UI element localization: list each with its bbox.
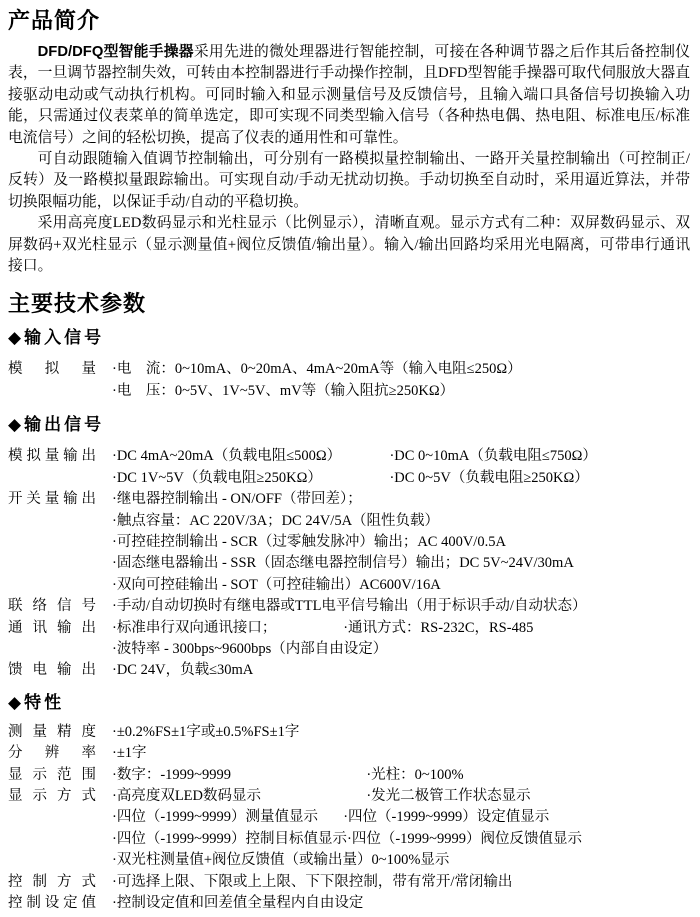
spec-line — [112, 511, 690, 532]
spec-value: ·数字：-1999~9999 — [112, 766, 232, 783]
spec-label: 控制方式 — [8, 873, 96, 890]
spec-value: ·四位（-1999~9999）测量值显示 — [112, 809, 319, 826]
spec-value: ·DC 0~10mA（负载电阻≤750Ω） — [389, 448, 597, 465]
spec-value: ·继电器控制输出 - ON/OFF（带回差）； — [112, 491, 362, 508]
spec-line — [112, 639, 690, 660]
specs-title: 主要技术参数 — [8, 291, 147, 317]
spec-content — [112, 618, 690, 661]
spec-label: 模拟量 — [8, 361, 96, 378]
intro-paragraph-3: 采用高亮度LED数码显示和光柱显示（比例显示），清晰直观。显示方式有二种：双屏数码显示、双屏数码+双光柱显示（显示测量值+阀位反馈值/输出量）。输入/输出回路均采用光电隔离，可带串行通讯接口。 — [8, 215, 690, 275]
spec-row-control-setpoint — [8, 893, 690, 914]
spec-row-accuracy — [8, 722, 690, 743]
spec-line — [112, 872, 690, 893]
spec-line — [112, 743, 690, 764]
section-heading-input-signals: ◆输入信号 — [8, 328, 105, 348]
spec-line — [112, 850, 690, 871]
spec-value: ·双光柱测量值+阀位反馈值（或输出量）0~100%显示 — [112, 852, 450, 869]
spec-content — [112, 765, 690, 786]
spec-line — [112, 829, 690, 850]
spec-content — [112, 489, 690, 596]
spec-value: ·四位（-1999~9999）设定值显示 — [343, 809, 550, 826]
spec-line — [112, 807, 690, 828]
spec-value: ·手动/自动切换时有继电器或TTL电平信号输出（用于标识手动/自动状态） — [112, 598, 587, 615]
spec-content — [112, 596, 690, 617]
spec-value: ·可控硅控制输出 - SCR（过零触发脉冲）输出；AC 400V/0.5A — [112, 533, 506, 550]
spec-line — [112, 596, 690, 617]
spec-row-resolution — [8, 743, 690, 764]
spec-row-control-mode — [8, 872, 690, 893]
spec-row-display-mode — [8, 786, 690, 872]
spec-line — [112, 489, 690, 510]
intro-paragraph-2: 可自动跟随输入值调节控制输出，可分别有一路模拟量控制输出、一路开关量控制输出（可控制正/反转）及一路模拟量跟踪输出。可实现自动/手动无扰动切换。手动切换至自动时，采用逼近算法，并带切换限幅功能，以保证手动/自动的平稳切换。 — [8, 151, 690, 210]
spec-line — [112, 446, 690, 467]
spec-value: ·可选择上限、下限或上上限、下下限控制，带有常开/常闭输出 — [112, 873, 513, 890]
spec-value: ·触点容量：AC 220V/3A；DC 24V/5A（阻性负载） — [112, 512, 440, 529]
spec-label: 开关量输出 — [8, 491, 96, 508]
spec-line — [112, 893, 690, 914]
spec-value: ·发光二极管工作状态显示 — [366, 787, 531, 804]
spec-line — [112, 468, 690, 489]
spec-value: ·通讯方式：RS-232C，RS-485 — [343, 619, 534, 636]
spec-row-feed-output — [8, 660, 690, 681]
spec-content — [112, 743, 690, 764]
spec-content — [112, 786, 690, 872]
spec-line — [112, 532, 690, 553]
spec-label: 模拟量输出 — [8, 448, 96, 465]
spec-label: 馈电输出 — [8, 662, 96, 679]
spec-line — [112, 618, 690, 639]
spec-value: ·电 压：0~5V、1V~5V、mV等（输入阻抗≥250KΩ） — [112, 382, 455, 399]
spec-content — [112, 446, 690, 489]
spec-value: ·±1字 — [112, 745, 147, 762]
spec-content — [112, 893, 690, 914]
spec-value: ·固态继电器输出 - SSR（固态继电器控制信号）输出；DC 5V~24V/30mA — [112, 555, 574, 572]
spec-value: ·DC 24V，负载≤30mA — [112, 662, 254, 679]
spec-row-comm-output — [8, 618, 690, 661]
spec-label: 联络信号 — [8, 598, 96, 615]
spec-line — [112, 765, 690, 786]
spec-value: ·标准串行双向通讯接口； — [112, 619, 277, 636]
spec-row-analog-input — [8, 359, 690, 402]
spec-content — [112, 660, 690, 681]
intro-paragraph-1 — [8, 42, 690, 149]
spec-value: ·±0.2%FS±1字或±0.5%FS±1字 — [112, 723, 300, 740]
spec-row-switch-output — [8, 489, 690, 596]
spec-value: ·电 流：0~10mA、0~20mA、4mA~20mA等（输入电阻≤250Ω） — [112, 361, 522, 378]
spec-value: ·波特率 - 300bps~9600bps（内部自由设定） — [112, 640, 388, 657]
spec-label: 通讯输出 — [8, 619, 96, 636]
intro-paragraph-1-text: 采用先进的微处理器进行智能控制，可接在各种调节器之后作其后备控制仪表，一旦调节器控制失效，可转由本控制器进行手动操作控制，且DFD型智能手操器可取代伺服放大器直接驱动电动或气动执行机构。可同时输入和显示测量信号及反馈信号，且输入端口具备信号切换输入功能，只需通过仪表菜单的简单选定，即可实现不同类型输入信号（各种热电偶、热电阻、标准电压/标准电流信号）之间的轻松切换，提高了仪表的通用性和可靠性。 — [8, 44, 690, 146]
product-name: DFD/DFQ型智能手操器 — [37, 44, 194, 60]
spec-line — [112, 359, 690, 380]
spec-value: ·高亮度双LED数码显示 — [112, 787, 262, 804]
spec-label: 测量精度 — [8, 723, 96, 740]
spec-line — [112, 660, 690, 681]
spec-value: ·四位（-1999~9999）阀位反馈值显示 — [347, 830, 583, 847]
spec-line — [112, 575, 690, 596]
section-heading-output-signals: ◆输出信号 — [8, 415, 105, 435]
spec-value: ·四位（-1999~9999）控制目标值显示 — [112, 830, 348, 847]
spec-value: ·DC 1V~5V（负载电阻≥250KΩ） — [112, 469, 322, 486]
spec-value: ·DC 0~5V（负载电阻≥250KΩ） — [389, 469, 589, 486]
spec-label: 显示范围 — [8, 766, 96, 783]
spec-value: ·双向可控硅输出 - SOT（可控硅输出）AC600V/16A — [112, 576, 441, 593]
spec-content — [112, 722, 690, 743]
spec-value: ·DC 4mA~20mA（负载电阻≤500Ω） — [112, 448, 342, 465]
spec-line — [112, 786, 690, 807]
spec-content — [112, 359, 690, 402]
spec-line — [112, 553, 690, 574]
spec-row-link-signal — [8, 596, 690, 617]
spec-label: 分辨率 — [8, 745, 96, 762]
spec-line — [112, 722, 690, 743]
spec-content — [112, 872, 690, 893]
spec-value: ·光柱：0~100% — [366, 766, 464, 783]
spec-label: 控制设定值 — [8, 895, 96, 911]
intro-title: 产品简介 — [8, 8, 101, 33]
spec-value: ·控制设定值和回差值全量程内自由设定 — [112, 895, 364, 911]
spec-line — [112, 381, 690, 402]
spec-row-display-range — [8, 765, 690, 786]
section-heading-features: ◆特性 — [8, 692, 65, 712]
spec-label: 显示方式 — [8, 787, 96, 804]
spec-row-analog-output — [8, 446, 690, 489]
